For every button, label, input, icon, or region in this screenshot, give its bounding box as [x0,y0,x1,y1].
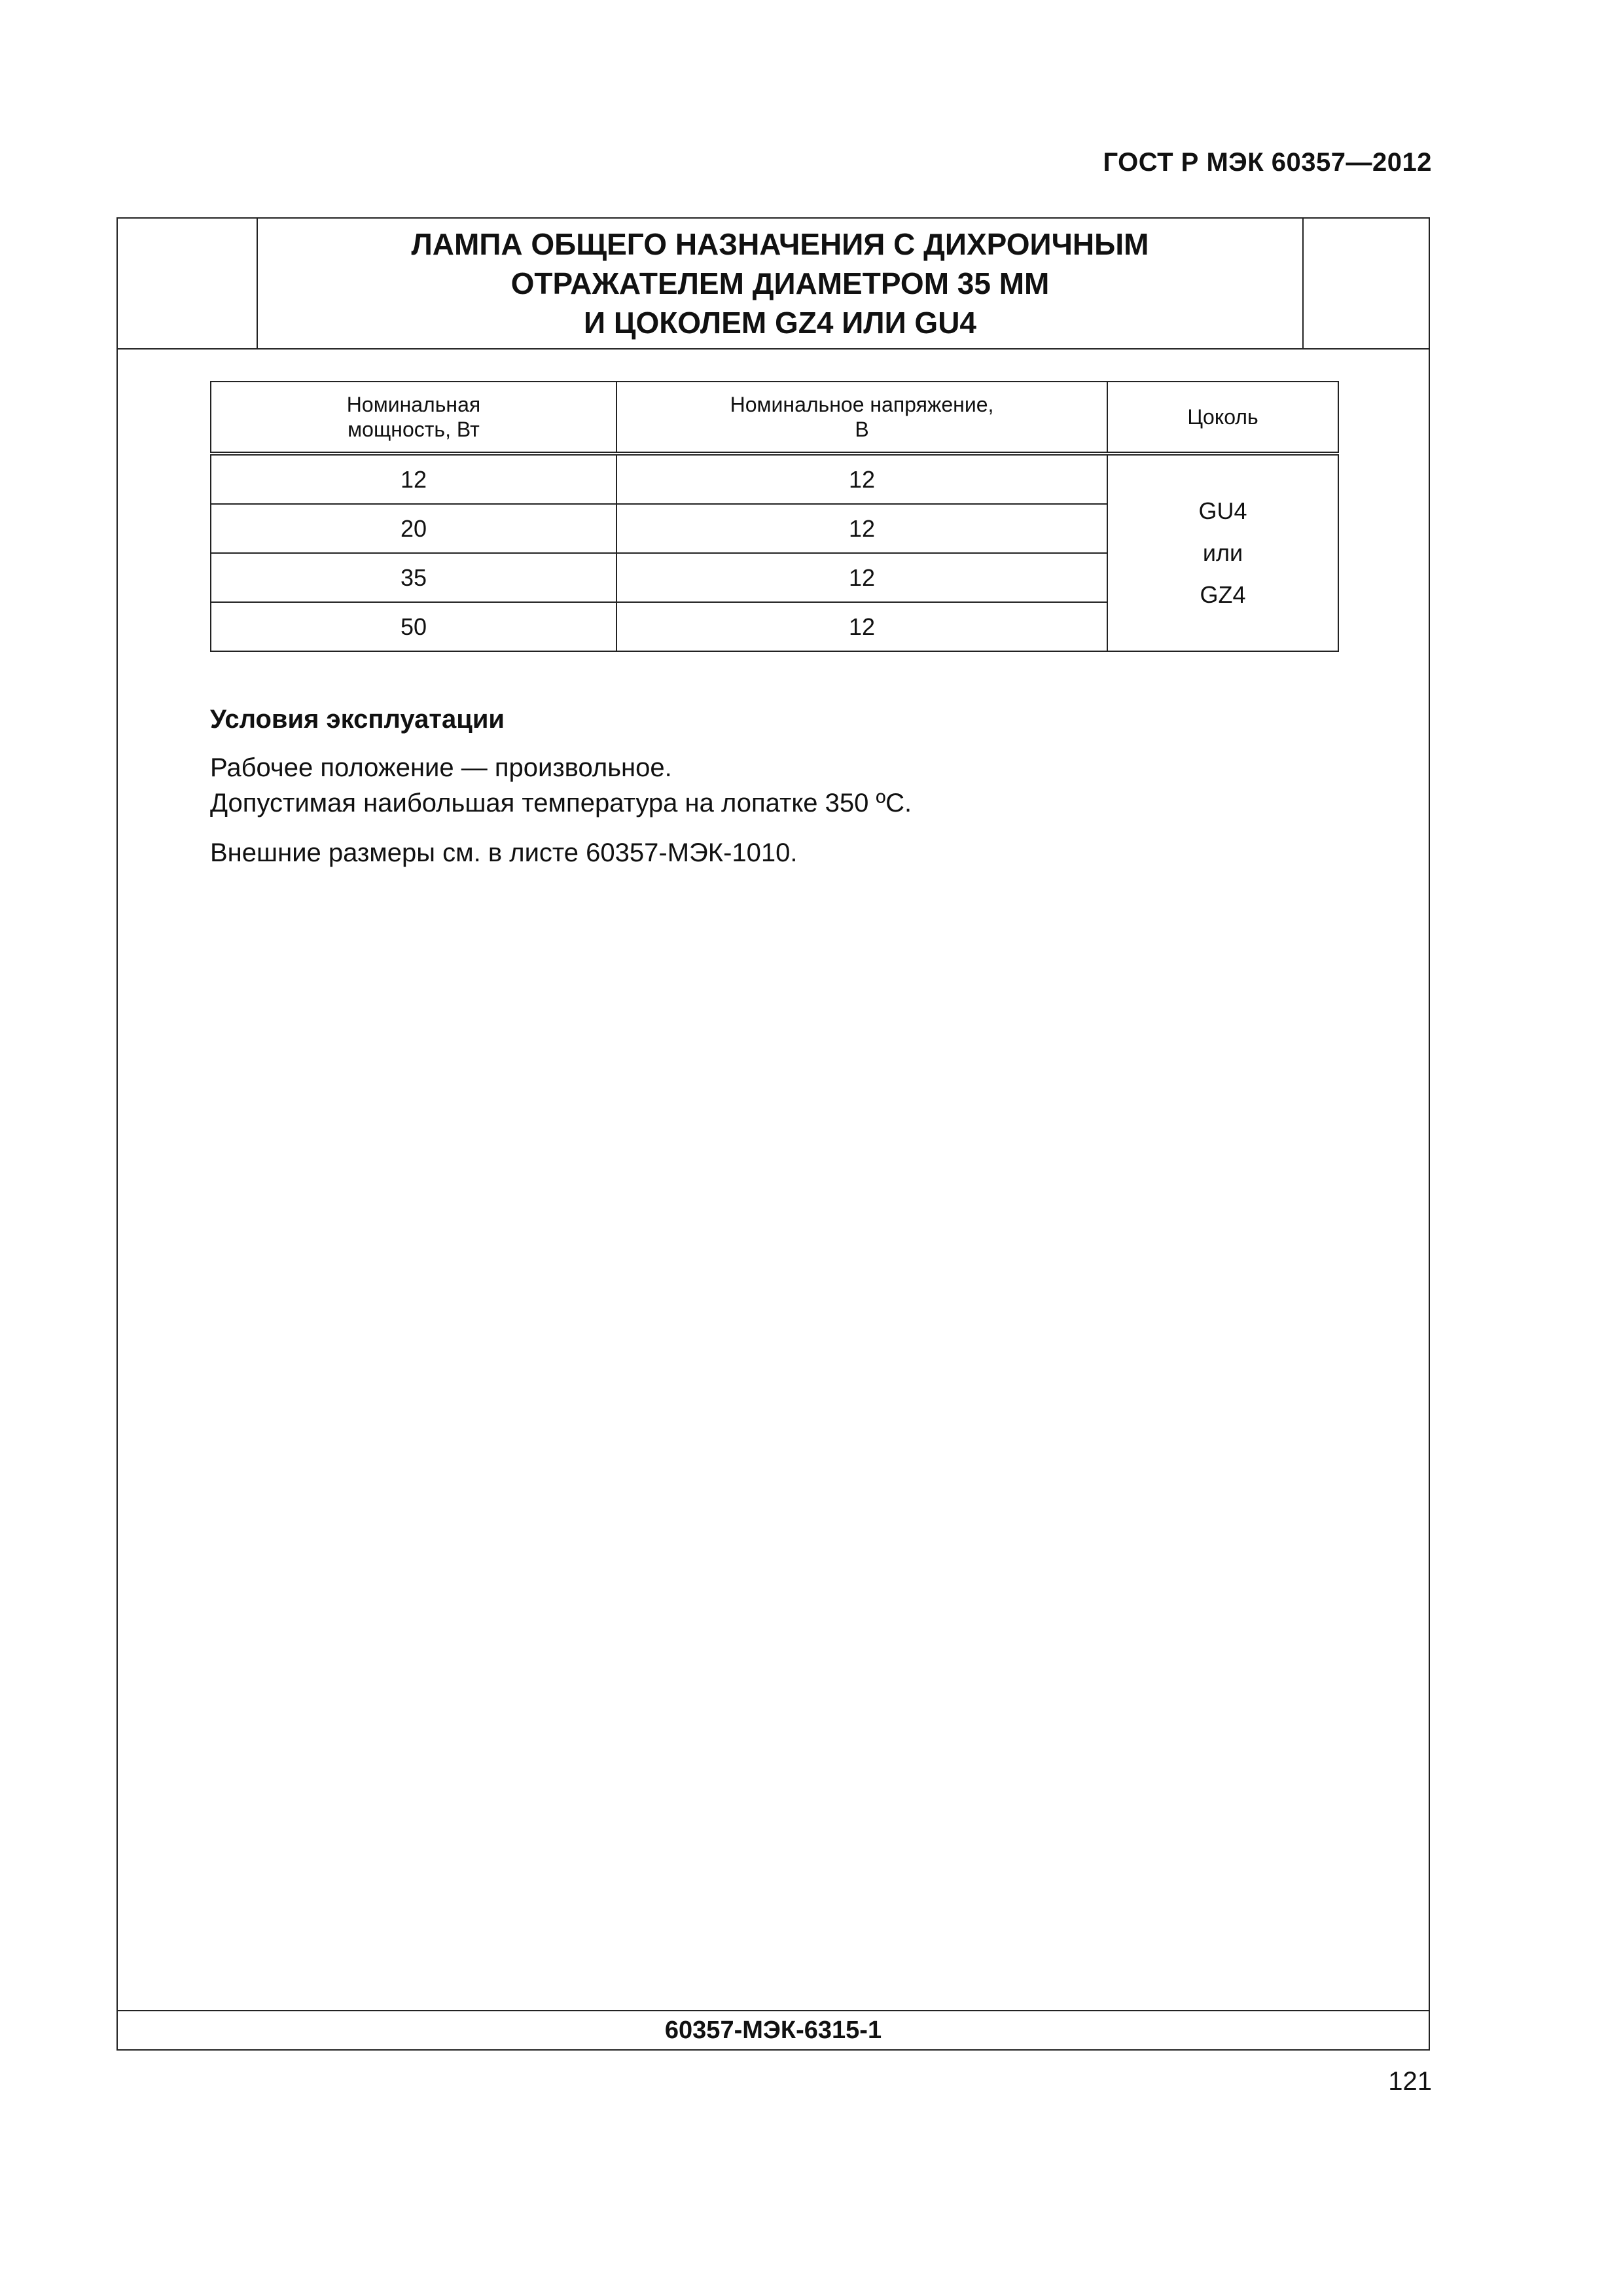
voltage-cell: 12 [616,553,1107,602]
power-cell: 35 [211,553,616,602]
operating-conditions [210,702,1323,870]
condition-line: Допустимая наибольшая температура на лопатке 350 ºС. [210,789,912,817]
voltage-cell: 12 [616,504,1107,553]
column-header-voltage: Номинальное напряжение, В [616,382,1107,454]
sheet-title [257,219,1304,348]
title-line-2: ОТРАЖАТЕЛЕМ ДИАМЕТРОМ 35 ММ [510,266,1050,300]
title-row [118,219,1429,350]
title-line-1: ЛАМПА ОБЩЕГО НАЗНАЧЕНИЯ С ДИХРОИЧНЫМ [411,227,1149,261]
table-row [211,454,1338,504]
power-cell: 50 [211,602,616,651]
voltage-cell: 12 [616,454,1107,504]
voltage-cell: 12 [616,602,1107,651]
document-code: ГОСТ Р МЭК 60357—2012 [1103,148,1432,177]
base-cell [1107,454,1338,651]
title-line-3: И ЦОКОЛЕМ GZ4 ИЛИ GU4 [584,306,976,340]
base-value-2: GZ4 [1200,581,1246,608]
power-cell: 12 [211,454,616,504]
power-cell: 20 [211,504,616,553]
table-header-row [211,382,1338,454]
condition-line: Рабочее положение — произвольное. [210,753,672,782]
column-header-base: Цоколь [1107,382,1338,454]
base-value-or: или [1202,539,1243,566]
base-value-1: GU4 [1198,497,1247,524]
lamp-spec-table [210,381,1339,652]
dimensions-reference: Внешние размеры см. в листе 60357-МЭК-1010. [210,838,798,867]
sheet-code: 60357-МЭК-6315-1 [118,2010,1429,2049]
sheet-frame [116,217,1430,2051]
page-number: 121 [1388,2067,1432,2096]
section-heading: Условия эксплуатации [210,705,505,734]
column-header-power: Номинальная мощность, Вт [211,382,616,454]
